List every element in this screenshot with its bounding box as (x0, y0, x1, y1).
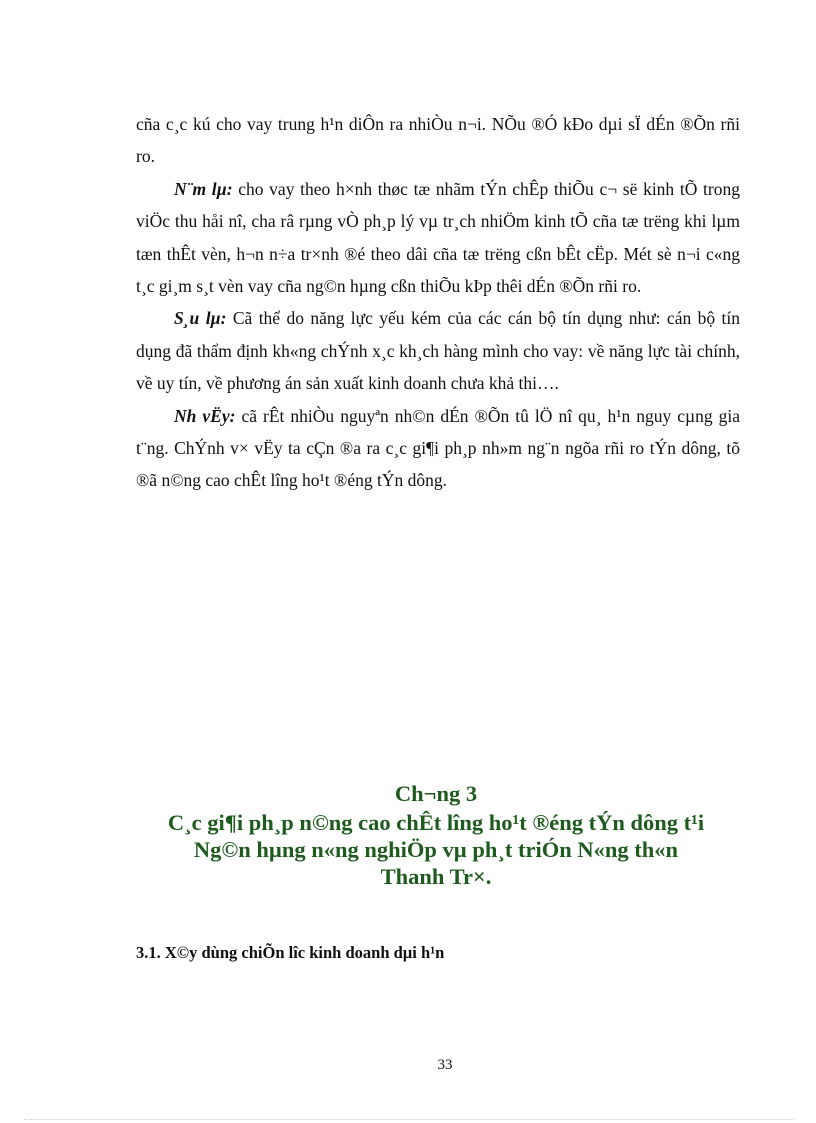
chapter-title-line: Ng©n hµng n«ng nghiÖp vµ ph¸t triÓn N«ng th«n (193, 837, 679, 862)
paragraph-continuation (136, 108, 740, 173)
page-number: 33 (437, 1057, 453, 1073)
chapter-title-line: Thanh Tr×. (380, 864, 492, 889)
paragraph-lead: N¨m lµ: (174, 178, 233, 199)
body-text (136, 108, 740, 497)
section-heading: 3.1. X©y dùng chiÕn lîc kinh doanh dµi h¹n (136, 943, 445, 962)
chapter-heading (100, 780, 772, 890)
paragraph-lead: Nh vËy: (174, 405, 236, 426)
paragraph-nam-la (136, 173, 740, 303)
paragraph-nhu-vay (136, 400, 740, 497)
paragraph-sau-la (136, 302, 740, 399)
paragraph-text: Cã thể do năng lực yếu kém của các cán bộ tín dụng như: cán bộ tín dụng đã thẩm định kh«ng chÝnh x¸c kh¸ch hàng mình cho vay: về năng lực tài chính, về uy tín, về phương án sản xuất kinh doanh chưa khả thi…. (136, 308, 740, 394)
paragraph-text: cña c¸c kú cho vay trung h¹n diÔn ra nhiÒu n¬i. NÕu ®Ó kÐo dµi sÏ dÉn ®Õn rñi ro. (136, 114, 740, 167)
chapter-number: Ch¬ng 3 (394, 781, 478, 806)
paragraph-lead: S¸u lµ: (174, 308, 227, 329)
page-bottom-divider (24, 1119, 794, 1120)
paragraph-text: cho vay theo h×nh thøc tæ nhãm tÝn chÊp thiÕu c¬ së kinh tÕ trong viÖc thu håi nî, cha râ rµng vÒ ph¸p lý vµ tr¸ch nhiÖm kinh tÕ cña tæ trëng khi lµm tæn thÊt vèn, h¬n n÷a tr×nh ®é theo dâi cña tæ trëng cßn bÊt cËp. Mét sè n¬i c«ng t¸c gi¸m s¸t vèn vay cña ng©n hµng cßn thiÕu kÞp thêi dÉn ®Õn rñi ro. (136, 178, 740, 297)
chapter-title-line: C¸c gi¶i ph¸p n©ng cao chÊt lîng ho¹t ®éng tÝn dông t¹i (167, 810, 705, 835)
paragraph-text: cã rÊt nhiÒu nguyªn nh©n dÉn ®Õn tû lÖ nî qu¸ h¹n nguy cµng gia t¨ng. ChÝnh v× vËy ta cÇn ®a ra c¸c gi¶i ph¸p nh»m ng¨n ngõa rñi ro tÝn dông, tõ ®ã n©ng cao chÊt lîng ho¹t ®éng tÝn dông. (136, 405, 740, 491)
